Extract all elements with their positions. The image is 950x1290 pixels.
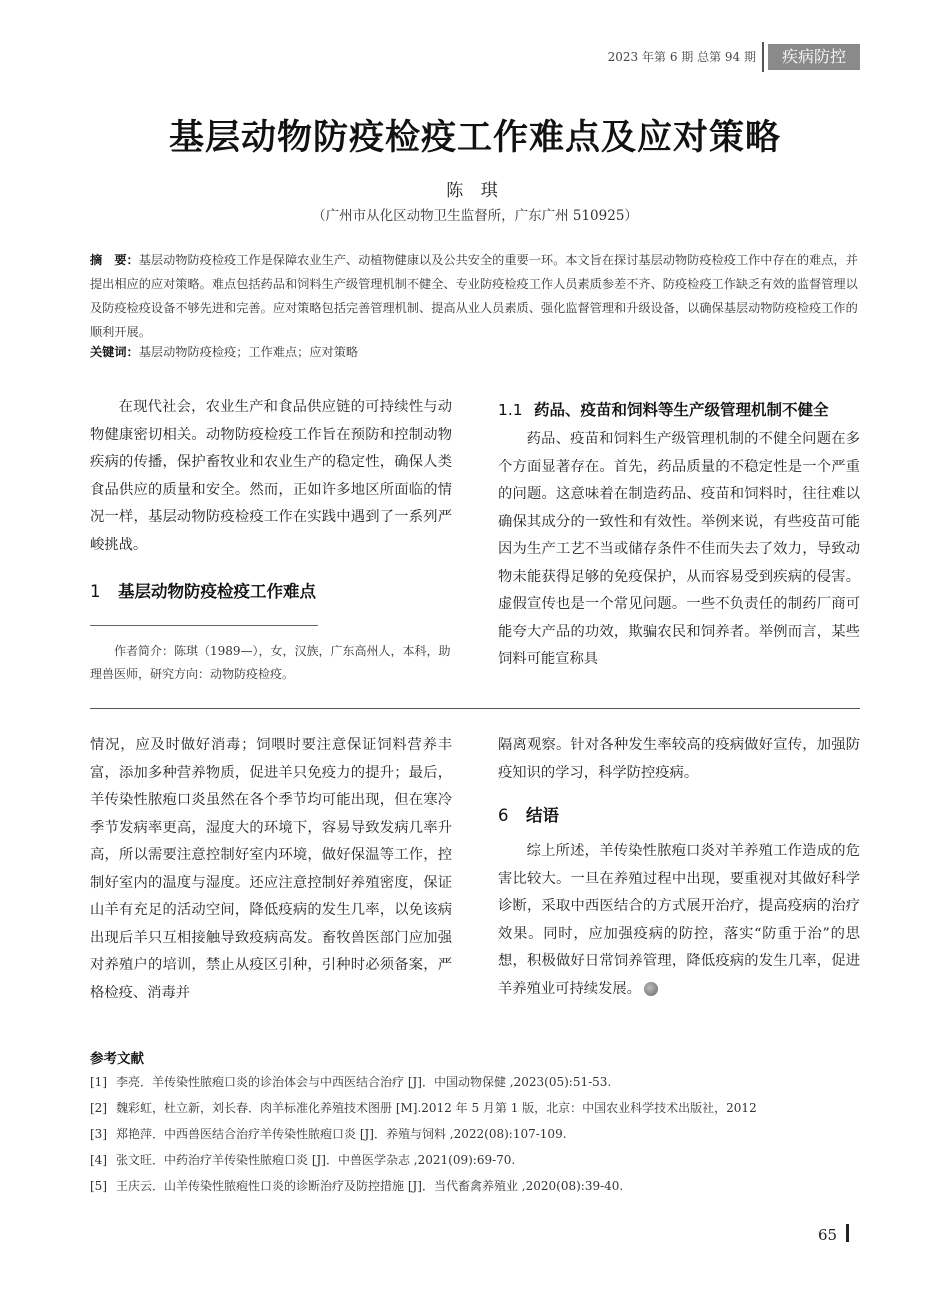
- abstract-label: 摘 要：: [90, 253, 139, 267]
- reference-text: 魏彩虹，杜立新，刘长春．肉羊标准化养殖技术图册 [M].2012 年 5 月第 1 版，北京：中国农业科学技术出版社，2012: [116, 1101, 757, 1115]
- keywords-text: 基层动物防疫检疫；工作难点；应对策略: [138, 345, 359, 359]
- reference-index: [1]: [90, 1075, 107, 1089]
- section-title: 结语: [526, 806, 559, 825]
- subsection-paragraph: 药品、疫苗和饲料生产级管理机制的不健全问题在多个方面显著存在。首先，药品质量的不稳定性是一个严重的问题。这意味着在制造药品、疫苗和饲料时，往往难以确保其成分的一致性和有效性。举例来说，有些疫苗可能因为生产工艺不当或储存条件不佳而失去了效力，导致动物未能获得足够的免疫保护，从而容易受到疾病的侵害。虚假宣传也是一个常见问题。一些不负责任的制药厂商可能夸大产品的功效，欺骗农民和饲养者。举例而言，某些饲料可能宣称具: [498, 431, 860, 667]
- conclusion-text: 综上所述，羊传染性脓疱口炎对羊养殖工作造成的危害比较大。一旦在养殖过程中出现，要重视对其做好科学诊断，采取中西医结合的方式展开治疗，提高疫病的治疗效果。同时，应加强疫病的防控，落实“防重于治”的思想，积极做好日常饲养管理，降低疫病的发生几率，促进羊养殖业可持续发展。: [498, 843, 860, 997]
- references-title: 参考文献: [90, 1051, 144, 1067]
- reference-item: [90, 1099, 870, 1117]
- author-name: 陈 琪: [446, 181, 504, 201]
- section-heading-1: [90, 578, 452, 602]
- reference-item: [90, 1125, 870, 1143]
- reference-index: [2]: [90, 1101, 107, 1115]
- section-title: 基层动物防疫检疫工作难点: [118, 582, 316, 601]
- reference-item: [90, 1151, 870, 1169]
- subsection-title: 药品、疫苗和饲料等生产级管理机制不健全: [534, 401, 829, 419]
- section-heading-6: [498, 802, 860, 826]
- keywords: [90, 342, 862, 362]
- reference-text: 李亮．羊传染性脓疱口炎的诊治体会与中西医结合治疗 [J]．中国动物保健 ,2023(05):51-53.: [116, 1075, 612, 1089]
- section-number: 1: [90, 582, 101, 601]
- keywords-label: 关键词：: [90, 345, 139, 359]
- author-footnote: 作者简介：陈琪（1989—），女，汉族，广东高州人，本科，助理兽医师，研究方向：动物防疫检疫。: [90, 644, 451, 681]
- section-number: 6: [498, 806, 509, 825]
- reference-index: [5]: [90, 1179, 107, 1193]
- issue-info: 2023 年第 6 期 总第 94 期: [607, 50, 756, 64]
- page-number: 65: [818, 1226, 838, 1244]
- column-tag: 疾病防控: [768, 44, 860, 70]
- reference-index: [4]: [90, 1153, 107, 1167]
- header-divider: [762, 42, 764, 72]
- subsection-heading-1-1: [498, 398, 860, 420]
- abstract-text: 基层动物防疫检疫工作是保障农业生产、动植物健康以及公共安全的重要一环。本文旨在探讨基层动物防疫检疫工作中存在的难点，并提出相应的应对策略。难点包括药品和饲料生产级管理机制不健全、专业防疫检疫工作人员素质参差不齐、防疫检疫工作缺乏有效的监督管理以及防疫检疫设备不够先进和完善。应对策略包括完善管理机制、提高从业人员素质、强化监督管理和升级设备，以确保基层动物防疫检疫工作的顺利开展。: [90, 253, 858, 339]
- reference-item: [90, 1073, 870, 1091]
- continued-paragraph: 情况，应及时做好消毒；饲喂时要注意保证饲料营养丰富，添加多种营养物质，促进羊只免疫力的提升；最后，羊传染性脓疱口炎虽然在各个季节均可能出现，但在寒冷季节发病率更高，湿度大的环境下，容易导致发病几率升高，所以需要注意控制好室内环境，做好保温等工作，控制好室内的温度与湿度。还应注意控制好养殖密度，保证山羊有充足的活动空间，降低疫病的发生几率，以免该病出现后羊只互相接触导致疫病高发。畜牧兽医部门应加强对养殖户的培训，禁止从疫区引种，引种时必须备案，严格检疫、消毒并: [90, 737, 452, 1001]
- footnote-divider: [90, 625, 318, 626]
- continued-paragraph-right: 隔离观察。针对各种发生率较高的疫病做好宣传，加强防疫知识的学习，科学防控疫病。: [498, 737, 860, 781]
- end-mark-icon: [644, 982, 658, 996]
- reference-text: 王庆云．山羊传染性脓疱性口炎的诊断治疗及防控措施 [J]．当代畜禽养殖业 ,2020(08):39-40.: [116, 1179, 624, 1193]
- subsection-number: 1.1: [498, 401, 523, 419]
- reference-item: [90, 1177, 870, 1195]
- reference-index: [3]: [90, 1127, 107, 1141]
- conclusion-paragraph: [498, 838, 860, 1003]
- author-affiliation: （广州市从化区动物卫生监督所，广东广州 510925）: [312, 208, 638, 224]
- reference-text: 郑艳萍．中西兽医结合治疗羊传染性脓疱口炎 [J]．养殖与饲料 ,2022(08):107-109.: [116, 1127, 567, 1141]
- abstract: [90, 248, 862, 344]
- section-divider: [90, 708, 860, 709]
- reference-text: 张文旺．中药治疗羊传染性脓疱口炎 [J]．中兽医学杂志 ,2021(09):69-70.: [116, 1153, 516, 1167]
- page-number-bar: [846, 1224, 849, 1242]
- intro-paragraph: 在现代社会，农业生产和食品供应链的可持续性与动物健康密切相关。动物防疫检疫工作旨在预防和控制动物疾病的传播，保护畜牧业和农业生产的稳定性，确保人类食品供应的质量和安全。然而，正如许多地区所面临的情况一样，基层动物防疫检疫工作在实践中遇到了一系列严峻挑战。: [90, 399, 452, 553]
- article-title: 基层动物防疫检疫工作难点及应对策略: [168, 118, 781, 158]
